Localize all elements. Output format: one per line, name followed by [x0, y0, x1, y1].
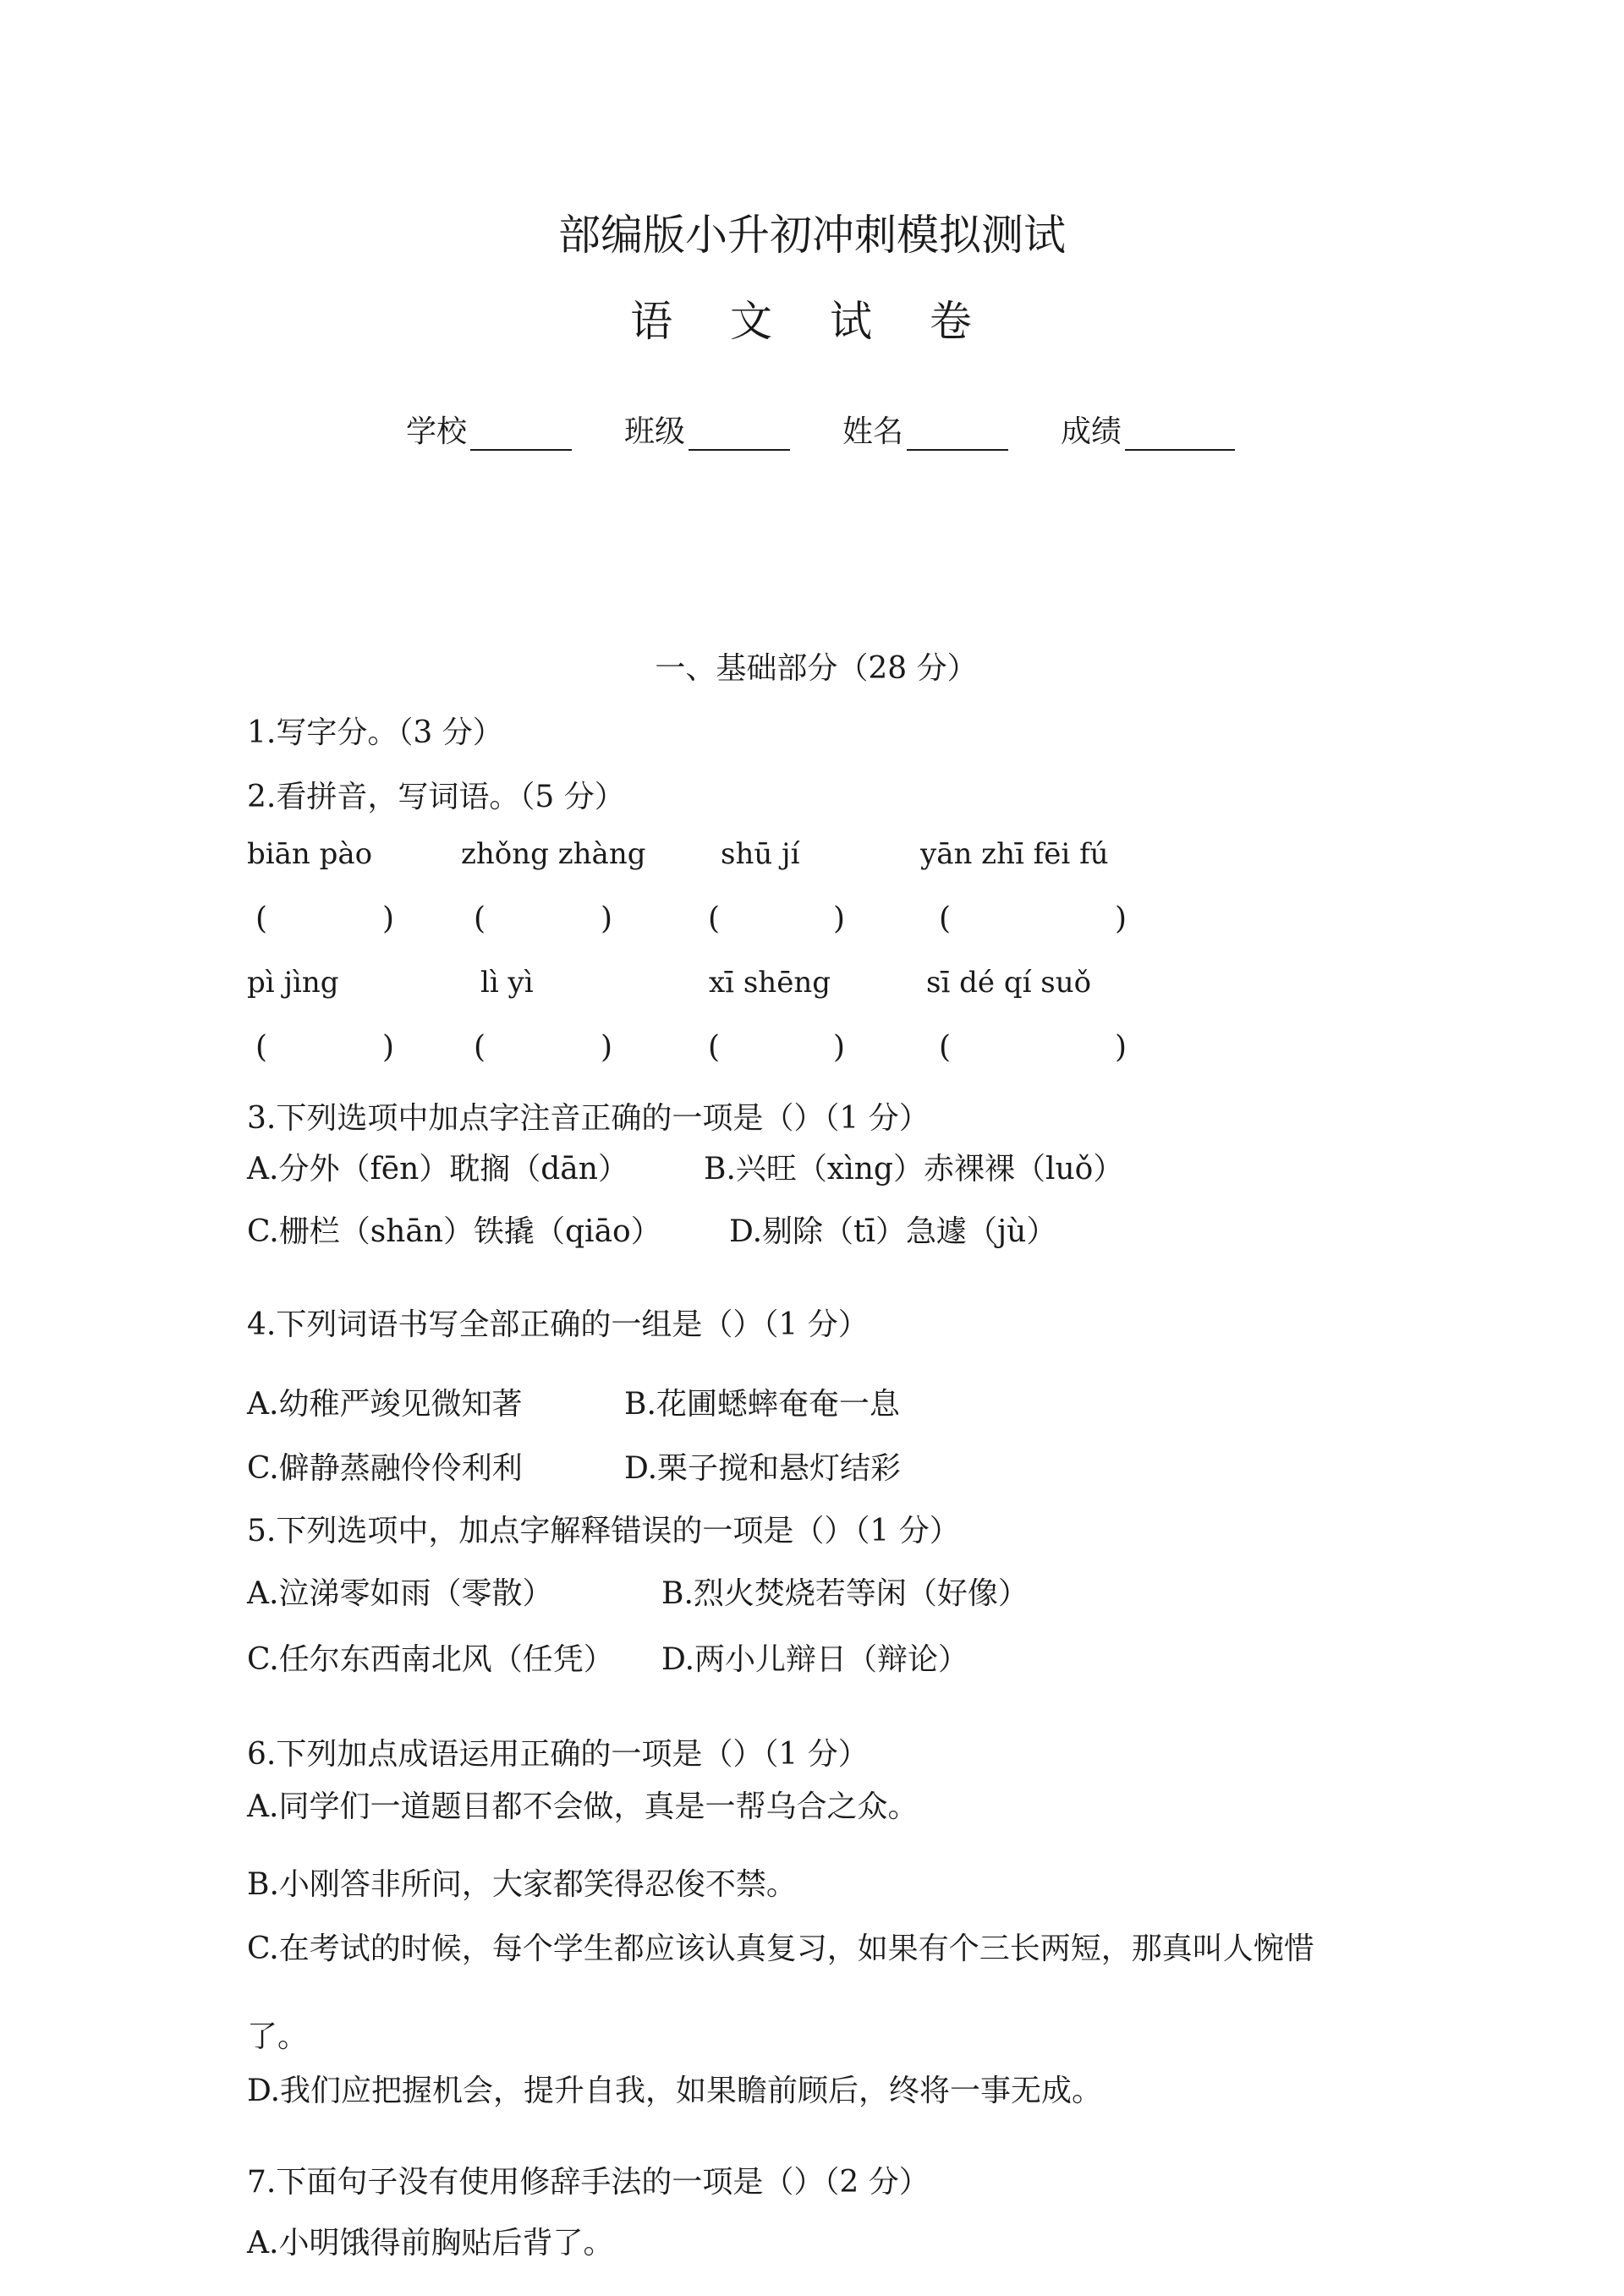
question-4-option-b[interactable]: B.花圃蟋蟀奄奄一息	[624, 1387, 900, 1422]
class-field[interactable]	[624, 408, 790, 451]
answer-blank-close: )	[833, 1030, 846, 1065]
answer-blank-open: (	[474, 1030, 486, 1065]
answer-blank-open: (	[474, 901, 486, 936]
answer-blank-close: )	[382, 1030, 395, 1065]
question-7-option-a[interactable]: A.小明饿得前胸贴后背了。	[247, 2226, 614, 2260]
question-4-option-d[interactable]: D.栗子搅和悬灯结彩	[624, 1451, 902, 1486]
question-6-option-b[interactable]: B.小刚答非所问，大家都笑得忍俊不禁。	[247, 1867, 797, 1902]
pinyin-item: zhǒng zhàng	[461, 837, 646, 871]
answer-blank-open: (	[708, 1030, 721, 1065]
question-5-option-b[interactable]: B.烈火焚烧若等闲（好像）	[661, 1576, 1029, 1611]
pinyin-item: pì jìng	[247, 966, 339, 1000]
pinyin-item: biān pào	[247, 837, 373, 871]
question-6-option-c-continued: 了。	[247, 2019, 309, 2054]
answer-blank-open: (	[939, 1030, 952, 1065]
answer-blank-open: (	[255, 1030, 268, 1065]
pinyin-item: lì yì	[480, 966, 534, 1000]
answer-blank-open: (	[708, 901, 721, 936]
answer-blank-close: )	[382, 901, 395, 936]
pinyin-item: yān zhī fēi fú	[920, 837, 1109, 871]
score-field[interactable]	[1061, 408, 1235, 451]
question-5-stem: 5.下列选项中，加点字解释错误的一项是（）（1 分）	[247, 1514, 960, 1548]
question-3-option-c[interactable]: C.栅栏（shān）铁撬（qiāo）	[247, 1214, 661, 1249]
answer-blank-open: (	[939, 901, 952, 936]
question-7-stem: 7.下面句子没有使用修辞手法的一项是（）（2 分）	[247, 2165, 930, 2200]
school-label: 学校	[406, 414, 468, 448]
answer-blank-close: )	[1115, 901, 1127, 936]
answer-blank-close: )	[833, 901, 846, 936]
exam-subtitle: 语 文 试 卷	[630, 297, 994, 346]
question-5-option-d[interactable]: D.两小儿辩日（辩论）	[661, 1642, 969, 1677]
question-3-stem: 3.下列选项中加点字注音正确的一项是（）（1 分）	[247, 1101, 930, 1136]
question-3-option-d[interactable]: D.剔除（tī）急遽（jù）	[729, 1214, 1057, 1249]
answer-blank-close: )	[601, 1030, 613, 1065]
pinyin-item: shū jí	[721, 837, 800, 871]
question-4-stem: 4.下列词语书写全部正确的一组是（）（1 分）	[247, 1307, 869, 1342]
school-field[interactable]	[406, 408, 572, 451]
question-3-option-b[interactable]: B.兴旺（xìng）赤裸裸（luǒ）	[704, 1152, 1124, 1186]
question-2-stem: 2.看拼音，写词语。（5 分）	[247, 780, 625, 814]
pinyin-item: xī shēng	[709, 966, 831, 1000]
question-4-option-c[interactable]: C.僻静蒸融伶伶利利	[247, 1451, 523, 1486]
question-1: 1.写字分。（3 分）	[247, 715, 503, 750]
question-6-stem: 6.下列加点成语运用正确的一项是（）（1 分）	[247, 1737, 869, 1772]
question-4-option-a[interactable]: A.幼稚严竣见微知著	[247, 1387, 523, 1422]
class-label: 班级	[624, 414, 686, 448]
question-6-option-c[interactable]: C.在考试的时候，每个学生都应该认真复习，如果有个三长两短，那真叫人惋惜	[247, 1932, 1314, 1966]
name-label: 姓名	[842, 414, 904, 448]
answer-blank-close: )	[601, 901, 613, 936]
exam-title: 部编版小升初冲刺模拟测试	[558, 211, 1066, 260]
question-5-option-c[interactable]: C.任尔东西南北风（任凭）	[247, 1642, 614, 1677]
question-3-option-a[interactable]: A.分外（fēn）耽搁（dān）	[247, 1152, 628, 1186]
score-label: 成绩	[1061, 414, 1122, 448]
section-heading: 一、基础部分（28 分）	[655, 651, 978, 686]
question-6-option-d[interactable]: D.我们应把握机会，提升自我，如果瞻前顾后，终将一事无成。	[247, 2074, 1103, 2108]
question-5-option-a[interactable]: A.泣涕零如雨（零散）	[247, 1576, 553, 1611]
answer-blank-close: )	[1115, 1030, 1127, 1065]
answer-blank-open: (	[255, 901, 268, 936]
pinyin-item: sī dé qí suǒ	[926, 966, 1092, 1000]
name-field[interactable]	[842, 408, 1008, 451]
question-6-option-a[interactable]: A.同学们一道题目都不会做，真是一帮乌合之众。	[247, 1789, 919, 1824]
